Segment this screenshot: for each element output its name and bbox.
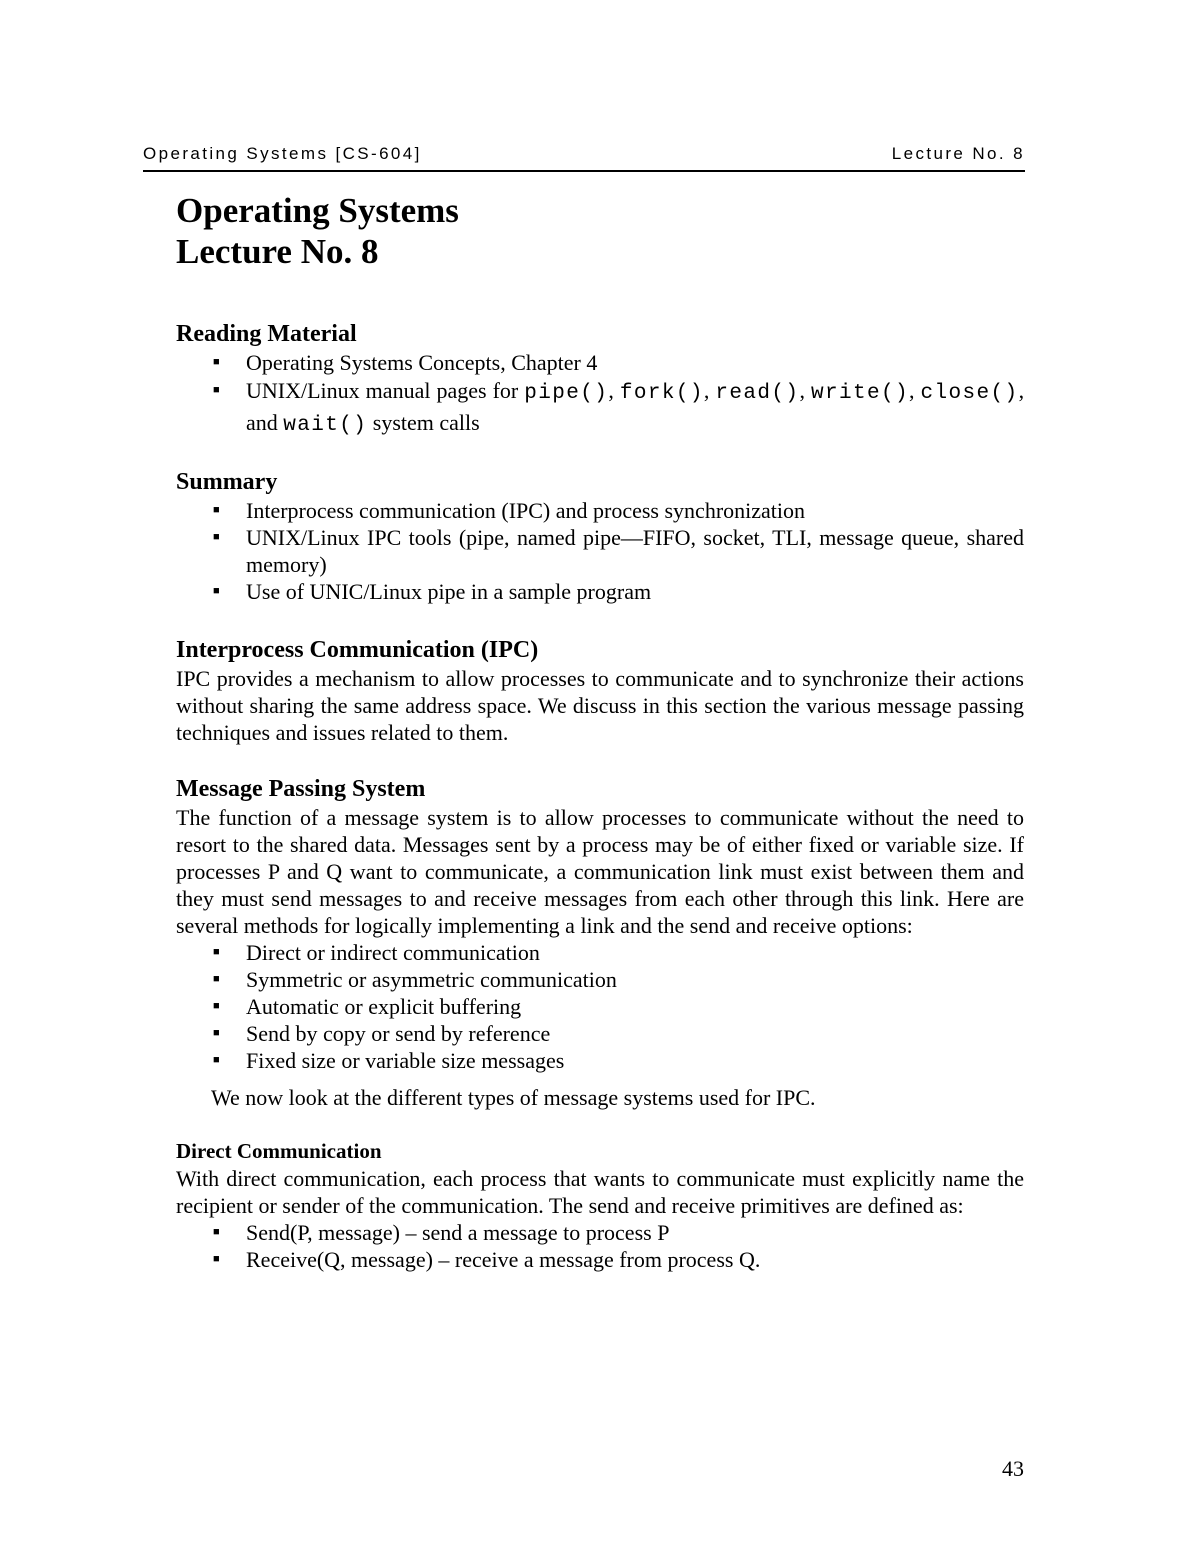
ipc-paragraph: IPC provides a mechanism to allow processes to communicate and to synchronize their actions without sharing the same address space. We discuss in this section the various message passing techniques and issues related to them. (176, 666, 1024, 745)
summary-list (176, 497, 1024, 605)
reading-material-list (176, 349, 1024, 440)
bullet-icon: ■ (213, 384, 220, 396)
list-item: ■ Send(P, message) – send a message to process P (213, 1220, 670, 1245)
list-item: ■ Operating Systems Concepts, Chapter 4 (213, 350, 598, 375)
bullet-icon: ■ (213, 1054, 220, 1066)
list-item: ■ Send by copy or send by reference (213, 1021, 551, 1046)
message-types-intro: We now look at the different types of message systems used for IPC. (211, 1085, 816, 1110)
summary-heading: Summary (176, 469, 278, 495)
direct-communication-list (176, 1219, 1024, 1273)
code-wait: wait() (283, 414, 368, 437)
list-item: ■ Automatic or explicit buffering (213, 994, 522, 1019)
code-close: close() (920, 382, 1019, 405)
code-fork: fork() (619, 382, 704, 405)
running-header (143, 143, 1025, 172)
bullet-icon: ■ (213, 1000, 220, 1012)
bullet-icon: ■ (213, 1027, 220, 1039)
header-course-title: Operating Systems [CS-604] (143, 144, 422, 163)
reading-material-heading: Reading Material (176, 321, 357, 347)
page-number: 43 (1002, 1456, 1024, 1481)
header-lecture-number: Lecture No. 8 (891, 144, 1025, 163)
message-passing-heading: Message Passing System (176, 776, 426, 802)
bullet-icon: ■ (213, 1253, 220, 1265)
bullet-icon: ■ (213, 1226, 220, 1238)
list-item: ■ UNIX/Linux IPC tools (pipe, named pipe—FIFO, socket, TLI, message queue, shared memory) (213, 525, 1024, 577)
list-item: ■ Use of UNIC/Linux pipe in a sample program (213, 579, 652, 604)
list-item: ■ UNIX/Linux manual pages for pipe(), fork(), read(), write(), close(), and wait() system calls (213, 378, 1025, 437)
list-item: ■ Receive(Q, message) – receive a message from process Q. (213, 1247, 761, 1272)
list-item: ■ Symmetric or asymmetric communication (213, 967, 617, 992)
bullet-icon: ■ (213, 356, 220, 368)
message-passing-list (176, 939, 1024, 1074)
page-title (176, 190, 1024, 272)
bullet-icon: ■ (213, 585, 220, 597)
title-line-1: Operating Systems (176, 191, 459, 230)
direct-communication-paragraph: With direct communication, each process that wants to communicate must explicitly name the recipient or sender of the communication. The send and receive primitives are defined as: (176, 1166, 1024, 1218)
bullet-icon: ■ (213, 973, 220, 985)
list-item: ■ Direct or indirect communication (213, 940, 540, 965)
code-read: read() (715, 382, 800, 405)
bullet-icon: ■ (213, 504, 220, 516)
list-item: ■ Fixed size or variable size messages (213, 1048, 565, 1073)
bullet-icon: ■ (213, 531, 220, 543)
bullet-icon: ■ (213, 946, 220, 958)
code-write: write() (810, 382, 909, 405)
code-pipe: pipe() (524, 382, 609, 405)
manual-pages-text: UNIX/Linux manual pages for (246, 378, 519, 403)
message-passing-paragraph: The function of a message system is to allow processes to communicate without the need to resort to the shared data. Messages sent by a process may be of either fixed or variable size. If processes P and Q want to communicate, a communication link must exist between them and they must send messages to and receive messages from each other through this link. Here are several methods for logically implementing a link and the send and receive options: (176, 805, 1024, 938)
direct-communication-heading: Direct Communication (176, 1139, 382, 1163)
title-line-2: Lecture No. 8 (176, 232, 379, 271)
page-content (176, 190, 1024, 1273)
list-item: ■ Interprocess communication (IPC) and process synchronization (213, 498, 806, 523)
ipc-heading: Interprocess Communication (IPC) (176, 637, 539, 663)
